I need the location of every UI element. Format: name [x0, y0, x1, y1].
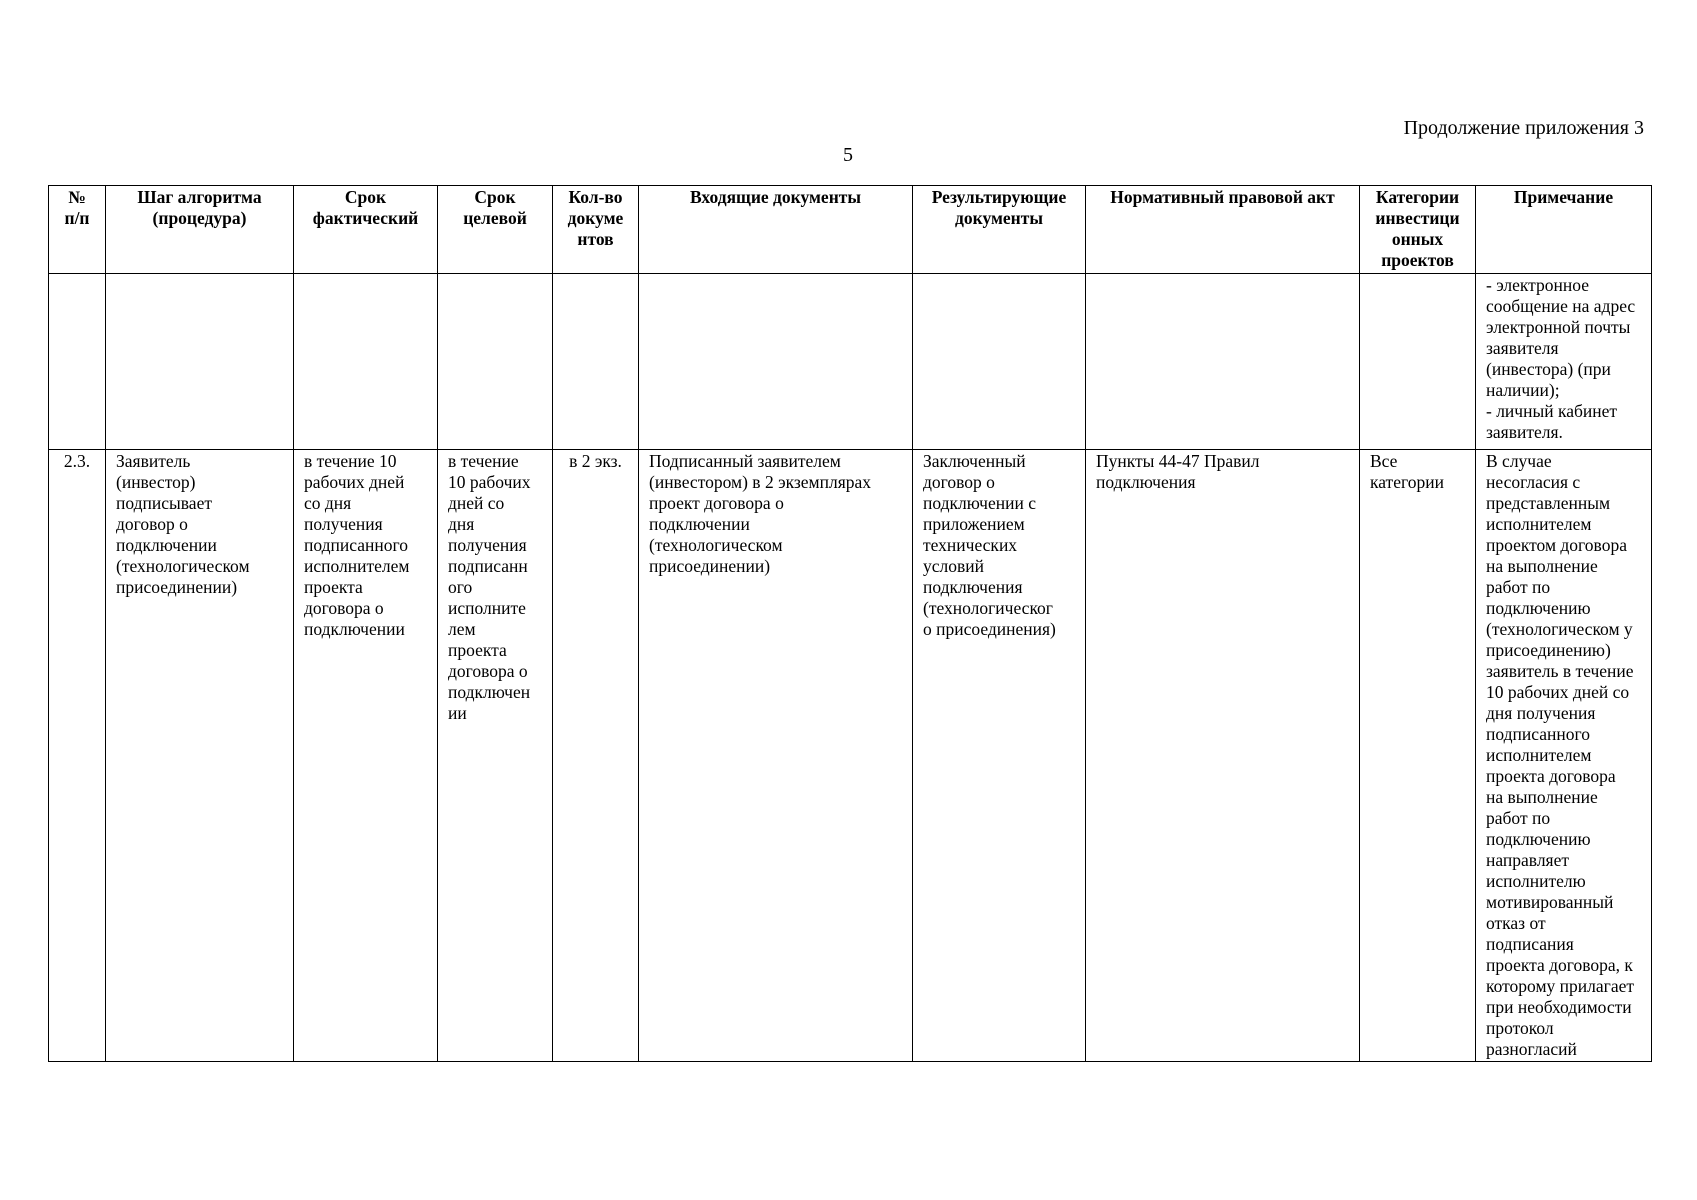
- cell-line: присоединении): [116, 577, 238, 597]
- cell-line: представленным: [1486, 493, 1611, 513]
- cell-line: дня получения: [1486, 703, 1596, 723]
- cell-line: подключении: [649, 514, 750, 534]
- cell-line: со дня: [304, 493, 352, 513]
- cell-line: Подписанный заявителем: [649, 451, 841, 471]
- cell-line: Заключенный: [923, 451, 1026, 471]
- cell-step: [106, 450, 294, 1062]
- header-line: Срок: [474, 187, 516, 207]
- algorithm-table: [48, 185, 1652, 1062]
- cell-line: исполнителем: [1486, 745, 1592, 765]
- header-line: нтов: [577, 229, 614, 249]
- cell-line: электронной почты: [1486, 317, 1631, 337]
- column-header-number: [49, 186, 106, 274]
- cell-line: о присоединения): [923, 619, 1056, 639]
- cell-line: проектом договора: [1486, 535, 1627, 555]
- header-line: Входящие документы: [689, 187, 862, 207]
- cell-line: подключению: [1486, 829, 1591, 849]
- cell-line: договор о: [116, 514, 188, 534]
- header-line: №: [68, 187, 86, 207]
- cell-line: отказ от: [1486, 913, 1546, 933]
- cell-line: исполните: [448, 598, 526, 618]
- table-row: [49, 274, 1652, 450]
- header-line: онных: [1391, 229, 1444, 249]
- cell-line: получения: [304, 514, 383, 534]
- cell-line: проекта: [304, 577, 363, 597]
- cell-line: Пункты 44-47 Правил: [1096, 451, 1260, 471]
- cell-line: (технологическом: [649, 535, 783, 555]
- cell-line: проект договора о: [649, 493, 784, 513]
- cell-line: направляет: [1486, 850, 1570, 870]
- cell-resulting-docs: [913, 274, 1086, 450]
- header-line: Шаг алгоритма: [137, 187, 262, 207]
- cell-line: ии: [448, 703, 467, 723]
- header-line: Примечание: [1513, 187, 1614, 207]
- cell-line: в 2 экз.: [569, 451, 622, 471]
- cell-line: заявителя: [1486, 338, 1559, 358]
- cell-number: [49, 274, 106, 450]
- cell-line: работ по: [1486, 808, 1551, 828]
- cell-actual-term: [294, 274, 438, 450]
- cell-line: дня: [448, 514, 475, 534]
- header-line: докуме: [567, 208, 624, 228]
- cell-line: рабочих дней: [304, 472, 405, 492]
- cell-step: [106, 274, 294, 450]
- cell-line: договора о: [304, 598, 384, 618]
- cell-incoming-docs: [639, 450, 913, 1062]
- cell-number: [49, 450, 106, 1062]
- cell-line: подписанного: [304, 535, 408, 555]
- cell-target-term: [438, 274, 553, 450]
- cell-note: [1476, 274, 1652, 450]
- cell-incoming-docs: [639, 274, 913, 450]
- header-line: инвестици: [1375, 208, 1460, 228]
- header-line: Категории: [1375, 187, 1460, 207]
- cell-line: подписанного: [1486, 724, 1590, 744]
- header-line: целевой: [463, 208, 527, 228]
- cell-line: Заявитель: [116, 451, 191, 471]
- cell-line: (инвестора) (при: [1486, 359, 1611, 379]
- cell-line: подписанн: [448, 556, 528, 576]
- cell-line: заявителя.: [1486, 422, 1563, 442]
- column-header-step: [106, 186, 294, 274]
- cell-line: подключен: [448, 682, 531, 702]
- cell-line: категории: [1370, 472, 1444, 492]
- cell-line: Все: [1370, 451, 1398, 471]
- cell-line: на выполнение: [1486, 556, 1598, 576]
- header-line: документы: [955, 208, 1043, 228]
- cell-line: 10 рабочих: [448, 472, 531, 492]
- cell-target-term: [438, 450, 553, 1062]
- cell-line: проекта договора, к: [1486, 955, 1633, 975]
- cell-line: 10 рабочих дней со: [1486, 682, 1630, 702]
- cell-line: (инвестором) в 2 экземплярах: [649, 472, 872, 492]
- cell-line: разногласий: [1486, 1039, 1577, 1059]
- cell-line: 2.3.: [63, 451, 91, 471]
- cell-line: подключении: [304, 619, 405, 639]
- header-line: Срок: [344, 187, 387, 207]
- cell-line: (технологическог: [923, 598, 1053, 618]
- cell-line: присоединении): [649, 556, 771, 576]
- cell-line: - электронное: [1486, 275, 1589, 295]
- column-header-legal-act: [1086, 186, 1360, 274]
- column-header-resulting-docs: [913, 186, 1086, 274]
- cell-line: в течение: [448, 451, 519, 471]
- cell-line: ого: [448, 577, 473, 597]
- cell-line: подключении с: [923, 493, 1036, 513]
- cell-line: договора о: [448, 661, 528, 681]
- cell-line: лем: [448, 619, 476, 639]
- cell-line: проекта: [448, 640, 507, 660]
- cell-line: при необходимости: [1486, 997, 1632, 1017]
- cell-line: подключения: [923, 577, 1023, 597]
- cell-resulting-docs: [913, 450, 1086, 1062]
- header-line: Нормативный правовой акт: [1110, 187, 1335, 207]
- column-header-project-categories: [1360, 186, 1476, 274]
- cell-line: в течение 10: [304, 451, 397, 471]
- page-number: 5: [843, 144, 853, 166]
- cell-line: условий: [923, 556, 984, 576]
- cell-line: несогласия с: [1486, 472, 1581, 492]
- header-line: Кол-во: [568, 187, 623, 207]
- cell-line: заявитель в течение: [1486, 661, 1634, 681]
- cell-line: которому прилагает: [1486, 976, 1635, 996]
- header-line: п/п: [64, 208, 90, 228]
- cell-doc-count: [553, 450, 639, 1062]
- column-header-doc-count: [553, 186, 639, 274]
- cell-line: В случае: [1486, 451, 1552, 471]
- cell-legal-act: [1086, 274, 1360, 450]
- header-line: проектов: [1381, 250, 1454, 270]
- table-row: [49, 450, 1652, 1062]
- cell-line: - личный кабинет: [1486, 401, 1618, 421]
- cell-line: дней со: [448, 493, 505, 513]
- table-header-row: [49, 186, 1652, 274]
- cell-line: проекта договора: [1486, 766, 1616, 786]
- cell-legal-act: [1086, 450, 1360, 1062]
- cell-line: (технологическом: [116, 556, 250, 576]
- cell-doc-count: [553, 274, 639, 450]
- cell-line: приложением: [923, 514, 1025, 534]
- cell-line: исполнителем: [1486, 514, 1592, 534]
- cell-line: (технологическом у: [1486, 619, 1633, 639]
- cell-line: подписывает: [116, 493, 212, 513]
- cell-line: работ по: [1486, 577, 1551, 597]
- header-line: Результирующие: [931, 187, 1067, 207]
- column-header-note: [1476, 186, 1652, 274]
- cell-line: на выполнение: [1486, 787, 1598, 807]
- column-header-target-term: [438, 186, 553, 274]
- column-header-actual-term: [294, 186, 438, 274]
- cell-line: получения: [448, 535, 527, 555]
- cell-note: [1476, 450, 1652, 1062]
- cell-project-categories: [1360, 450, 1476, 1062]
- cell-line: исполнителем: [304, 556, 410, 576]
- cell-actual-term: [294, 450, 438, 1062]
- cell-line: сообщение на адрес: [1486, 296, 1636, 316]
- cell-line: мотивированный: [1486, 892, 1614, 912]
- cell-line: подписания: [1486, 934, 1574, 954]
- cell-line: подключению: [1486, 598, 1591, 618]
- cell-line: подключении: [116, 535, 217, 555]
- appendix-continuation-heading: Продолжение приложения 3: [1403, 117, 1644, 139]
- cell-line: (инвестор): [116, 472, 196, 492]
- column-header-incoming-docs: [639, 186, 913, 274]
- cell-line: технических: [923, 535, 1018, 555]
- cell-line: наличии);: [1486, 380, 1560, 400]
- cell-line: договор о: [923, 472, 995, 492]
- cell-line: присоединению): [1486, 640, 1611, 660]
- cell-project-categories: [1360, 274, 1476, 450]
- header-line: (процедура): [152, 208, 247, 228]
- cell-line: исполнителю: [1486, 871, 1586, 891]
- header-line: фактический: [312, 208, 419, 228]
- cell-line: протокол: [1486, 1018, 1554, 1038]
- cell-line: подключения: [1096, 472, 1196, 492]
